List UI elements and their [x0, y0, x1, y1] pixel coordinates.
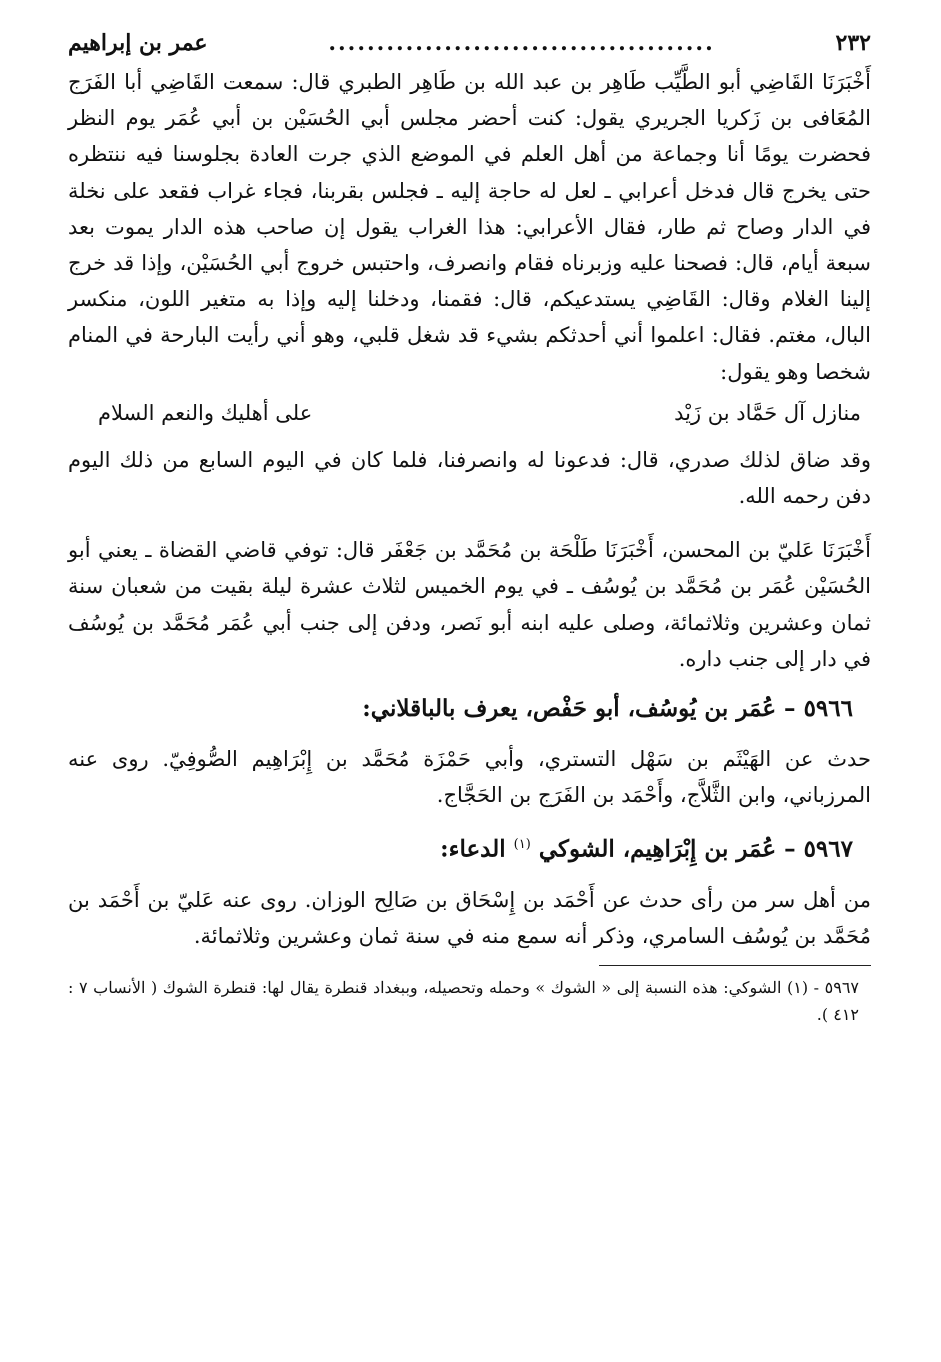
- entry-heading-5967: [68, 825, 871, 870]
- entry-heading-5967-tail: الدعاء:: [440, 836, 506, 864]
- paragraph-3: أَخْبَرَنَا عَليّ بن المحسن، أَخْبَرَنَا طَلْحَة بن مُحَمَّد بن جَعْفَر قال: توفي قاضي القضاة ـ يعني أبو الحُسَيْن عُمَر بن مُحَمَّد بن يُوسُف ـ في يوم الخميس لثلاث عشرة ليلة بقيت من شعبان سنة ثمان وعشرين وثلاثمائة، وصلى عليه ابنه أبو نَصر، ودفن إلى جنب أبي عُمَر مُحَمَّد بن يُوسُف في دار إلى جنب داره.: [68, 538, 871, 671]
- paragraph-2: وقد ضاق لذلك صدري، قال: فدعونا له وانصرفنا، فلما كان في اليوم السابع من ذلك اليوم دفن رحمه الله.: [68, 447, 871, 509]
- footnote-marker: (١): [513, 837, 531, 853]
- footnote: ٥٩٦٧ - (١) الشوكي: هذه النسبة إلى « الشوك » وحمله وتحصيله، وببغداد قنطرة يقال لها: قنطرة الشوك ( الأنساب ٧ : ٤١٢ ).: [68, 977, 859, 1024]
- header-leader-dots: ........................................: [328, 30, 715, 56]
- entry-heading-5966: ٥٩٦٦ – عُمَر بن يُوسُف، أبو حَفْص، يعرف بالباقلاني:: [362, 695, 853, 723]
- paragraph-1: أَخْبَرَنَا القَاضِي أبو الطَّيِّب طَاهِر بن عبد الله بن طَاهِر الطبري قال: سمعت القَاضِي أبا الفَرَج المُعَافى بن زَكريا الجريري يقول: كنت أحضر مجلس أبي الحُسَيْن بن أبي عُمَر يوم النظر فحضرت يومًا أنا وجماعة من أهل العلم في الموضع الذي جرت العادة بجلوسنا فيه ننتظره حتى يخرج قال فدخل أعرابي ـ لعل له حاجة إليه ـ فجلس بقربنا، فجاء غراب فقعد على نخلة في الدار وصاح ثم طار، فقال الأعرابي: هذا الغراب يقول إن صاحب هذه الدار يموت بعد سبعة أيام، قال: فصحنا عليه وزبرناه فقام وانصرف، واحتبس خروج أبي الحُسَيْن، وإذا قد خرج إلينا الغلام وقال: القَاضِي يستدعيكم، قال: فقمنا، ودخلنا إليه وإذا به متغير اللون، منكسر البال، مغتم. فقال: اعلموا أني أحدثكم بشيء قد شغل قلبي، وهو أني رأيت البارحة في المنام شخصا وهو يقول:: [68, 70, 871, 384]
- running-title: عمر بن إبراهيم: [68, 30, 208, 56]
- page-number: ٢٣٢: [835, 30, 871, 56]
- verse-first-hemistich: منازل آل حَمَّاد بن زَيْد: [674, 400, 861, 425]
- entry-heading-5967-text: ٥٩٦٧ – عُمَر بن إِبْرَاهِيم، الشوكي: [538, 836, 853, 864]
- footnote-divider: [599, 965, 871, 966]
- running-header: [68, 24, 871, 64]
- paragraph-4: حدث عن الهَيْثَم بن سَهْل التستري، وأبي حَمْزَة مُحَمَّد بن إِبْرَاهِيم الصُّوفِيّ. روى عنه المرزباني، وابن الثَّلاَّج، وأَحْمَد بن الفَرَج بن الحَجَّاج.: [68, 747, 871, 808]
- paragraph-5: من أهل سر من رأى حدث عن أَحْمَد بن إِسْحَاق بن صَالِح الوزان. روى عنه عَليّ بن أَحْمَد بن مُحَمَّد بن يُوسُف السامري، وذكر أنه سمع منه في سنة ثمان وعشرين وثلاثمائة.: [68, 888, 871, 949]
- verse-line: [68, 394, 871, 432]
- verse-second-hemistich: على أهليك والنعم السلام: [98, 400, 313, 425]
